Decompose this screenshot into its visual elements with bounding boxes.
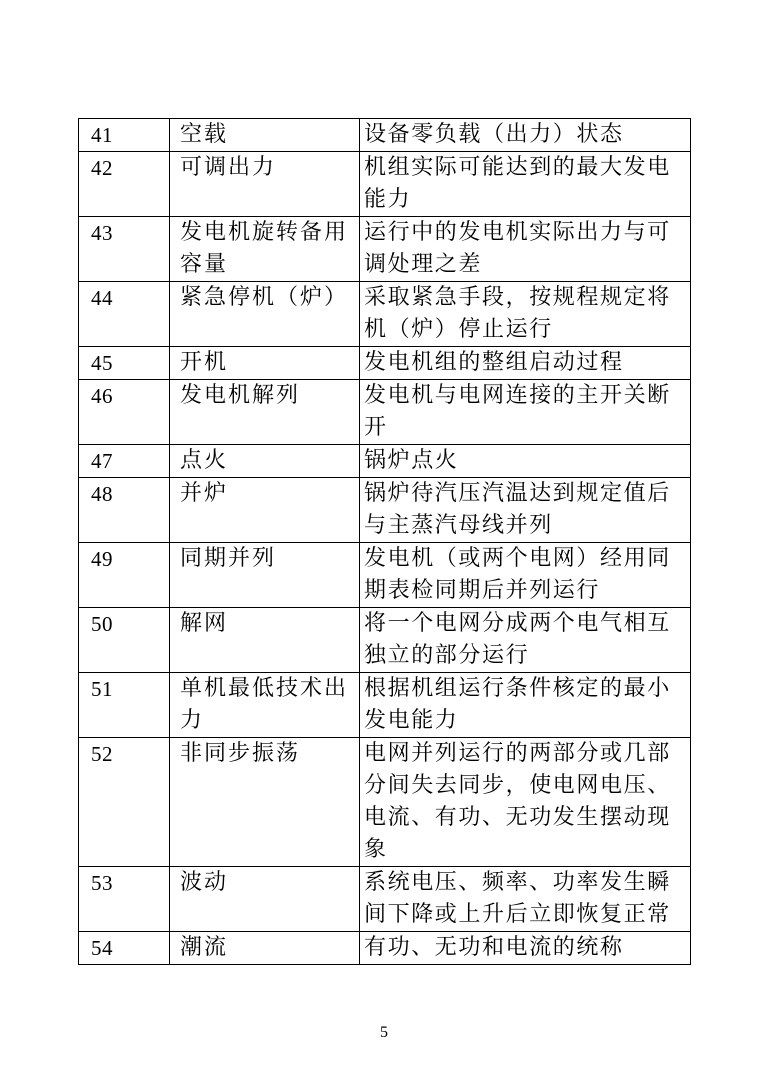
table-row [79,543,691,608]
table-row [79,380,691,445]
table-row [79,217,691,282]
row-number: 47 [79,445,170,478]
term-cell: 解网 [170,608,360,673]
row-number: 42 [79,152,170,217]
term-cell: 非同步振荡 [170,738,360,867]
table-row [79,347,691,380]
definition-cell: 根据机组运行条件核定的最小发电能力 [360,673,691,738]
table-row [79,738,691,867]
term-cell: 紧急停机（炉） [170,282,360,347]
definition-cell: 发电机与电网连接的主开关断开 [360,380,691,445]
term-cell: 空载 [170,119,360,152]
row-number: 50 [79,608,170,673]
row-number: 49 [79,543,170,608]
table-row [79,478,691,543]
table-row [79,119,691,152]
row-number: 41 [79,119,170,152]
row-number: 43 [79,217,170,282]
definition-cell: 运行中的发电机实际出力与可调处理之差 [360,217,691,282]
term-cell: 单机最低技术出力 [170,673,360,738]
row-number: 53 [79,867,170,932]
table-row [79,932,691,965]
definition-cell: 采取紧急手段，按规程规定将机（炉）停止运行 [360,282,691,347]
table-row [79,445,691,478]
row-number: 45 [79,347,170,380]
term-cell: 潮流 [170,932,360,965]
definition-cell: 电网并列运行的两部分或几部分间失去同步，使电网电压、电流、有功、无功发生摆动现象 [360,738,691,867]
row-number: 52 [79,738,170,867]
definition-cell: 有功、无功和电流的统称 [360,932,691,965]
terminology-table [78,118,691,965]
definition-cell: 将一个电网分成两个电气相互独立的部分运行 [360,608,691,673]
definition-cell: 锅炉点火 [360,445,691,478]
term-cell: 发电机解列 [170,380,360,445]
definition-cell: 系统电压、频率、功率发生瞬间下降或上升后立即恢复正常 [360,867,691,932]
definition-cell: 设备零负载（出力）状态 [360,119,691,152]
row-number: 48 [79,478,170,543]
term-cell: 波动 [170,867,360,932]
row-number: 51 [79,673,170,738]
term-cell: 发电机旋转备用容量 [170,217,360,282]
term-cell: 同期并列 [170,543,360,608]
table-row [79,673,691,738]
row-number: 46 [79,380,170,445]
term-cell: 开机 [170,347,360,380]
definition-cell: 机组实际可能达到的最大发电能力 [360,152,691,217]
term-cell: 点火 [170,445,360,478]
definition-cell: 锅炉待汽压汽温达到规定值后与主蒸汽母线并列 [360,478,691,543]
row-number: 44 [79,282,170,347]
term-cell: 并炉 [170,478,360,543]
row-number: 54 [79,932,170,965]
table-row [79,608,691,673]
page-number: 5 [380,1024,388,1041]
table-row [79,152,691,217]
definition-cell: 发电机组的整组启动过程 [360,347,691,380]
term-cell: 可调出力 [170,152,360,217]
table-row [79,867,691,932]
definition-cell: 发电机（或两个电网）经用同期表检同期后并列运行 [360,543,691,608]
table-row [79,282,691,347]
